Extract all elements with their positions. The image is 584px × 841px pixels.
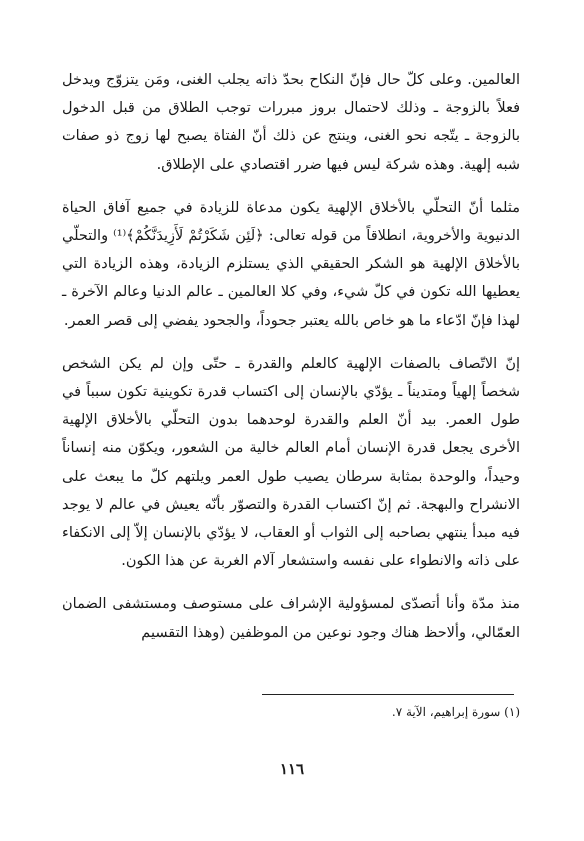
footnote: (١) سورة إبراهيم، الآية ٧. — [391, 705, 520, 719]
footnote-divider — [262, 694, 514, 695]
paragraph-1: العالمين. وعلى كلّ حال فإنّ النكاح بحدّ ذاته يجلب الغنى، ومَن يتزوّج ويدخل فعلاً بالزوجة ـ وذلك لاحتمال بروز مبررات توجب الطلاق من قبل الدخول بالزوجة ـ يتّجه نحو الغنى، وينتج عن ذلك أنّ الفتاة يصبح لها زوج ذو صفات شبه إلهية. وهذه شركة ليس فيها ضرر اقتصادي على الإطلاق. — [62, 72, 520, 173]
body-text — [62, 66, 520, 647]
page-number: ١١٦ — [279, 760, 305, 778]
paragraph-2: مثلما أنّ التحلّي بالأخلاق الإلهية يكون مدعاة للزيادة في جميع آفاق الحياة الدنيوية والأخروية، انطلاقاً من قوله تعالى: ﴿لَئِن شَكَرْتُمْ لَأَزِيدَنَّكُمْ﴾⁽¹⁾ والتحلّي بالأخلاق الإلهية هو الشكر الحقيقي الذي يستلزم الزيادة، وهذه الزيادة التي يعطيها الله تكون في كلّ شيء، وفي كلا العالمين ـ عالم الدنيا وعالم الآخرة ـ لهذا فإنّ ادّعاء ما هو خاص بالله يعتبر جحوداً، والجحود يفضي إلى قصر العمر. — [62, 199, 520, 329]
paragraph-3: إنّ الاتّصاف بالصفات الإلهية كالعلم والقدرة ـ حتّى وإن لم يكن الشخص شخصاً إلهياً ومتديناً ـ يؤدّي بالإنسان إلى اكتساب قدرة تكوينية تكون سبباً في طول العمر. بيد أنّ العلم والقدرة لوحدهما بدون التحلّي بالأخلاق الإلهية الأخرى يجعل قدرة الإنسان أمام العالم خالية من الشعور، ويكوّن منه إنساناً وحيداً، والوحدة بمثابة سرطان يصيب طول العمر ويلتهم كلّ ما يبعث على الانشراح والبهجة. ثم إنّ اكتساب القدرة والتصوّر بأنّه يعيش في عالم لا يوجد فيه مبدأ ينتهي بصاحبه إلى الثواب أو العقاب، لا يؤدّي بالإنسان إلاّ إلى الانكفاء على ذاته والانطواء على نفسه واستشعار آلام الغربة عن هذا الكون. — [62, 355, 520, 570]
paragraph-4: منذ مدّة وأنا أتصدّى لمسؤولية الإشراف على مستوصف ومستشفى الضمان العمّالي، وألاحظ هناك وجود نوعين من الموظفين (وهذا التقسيم — [62, 596, 520, 641]
